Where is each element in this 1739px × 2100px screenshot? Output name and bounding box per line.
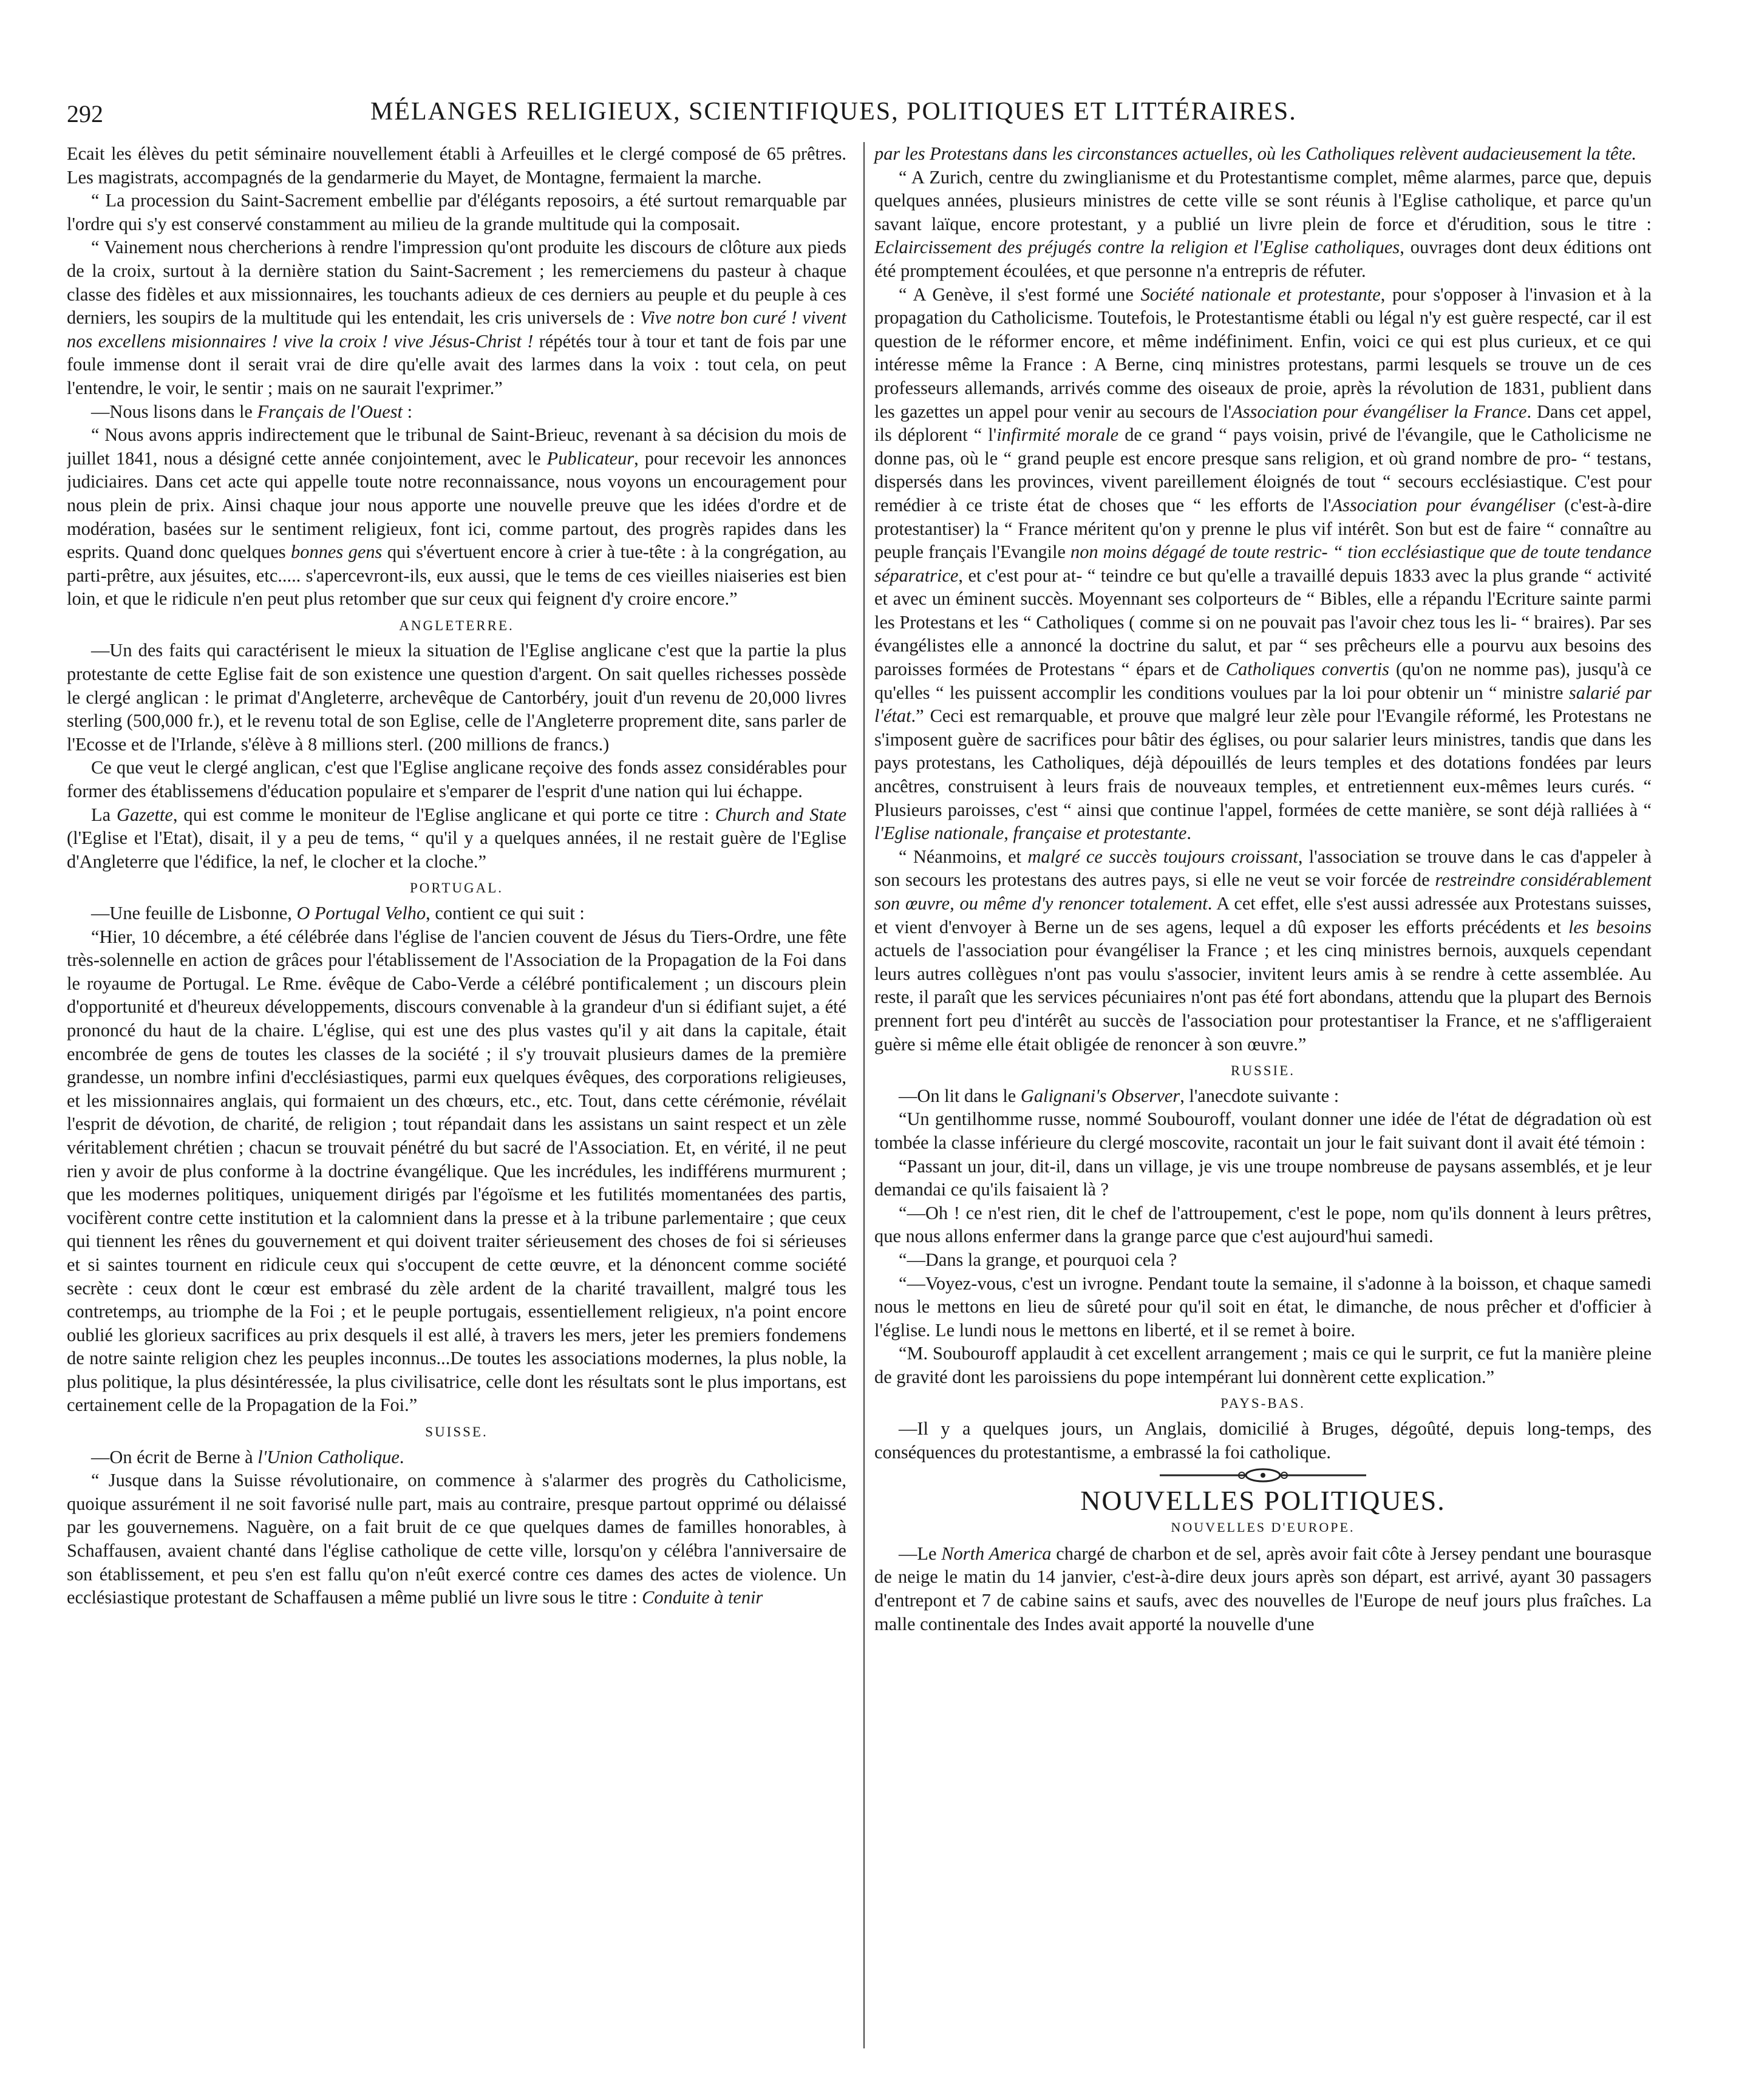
text: “ A Genève, il s'est formé une <box>899 284 1141 305</box>
text: . <box>1186 823 1191 844</box>
italic-text: restreindre considérablement son œuvre, ou même d'y renoncer totalement <box>874 869 1652 914</box>
text: : <box>403 401 413 422</box>
paragraph: “Passant un jour, dit-il, dans un village, je vis une troupe nombreuse de paysans assemblés, et je leur demandai ce qu'ils faisaient là ? <box>874 1155 1652 1200</box>
italic-text: Catholiques convertis <box>1225 659 1390 680</box>
text: . A cet effet, elle s'est aussi adressée aux Protestans suisses, et vient d'envoyer à Berne un de ses agens, lequel a dû exposer les efforts précédents et <box>874 893 1652 937</box>
italic-text: l'Eglise nationale, française et protestante <box>874 823 1187 844</box>
paragraph <box>67 423 846 611</box>
paragraph: “Hier, 10 décembre, a été célébrée dans l'église de l'ancien couvent de Jésus du Tiers-Ordre, une fête très-solennelle en action de grâces pour l'établissement de l'Association de la Propagation de la Foi dans le royaume de Portugal. Le Rme. évêque de Cabo-Verde a célébré pontificalement ; un discours plein d'opportunité et d'heureux développements, discours convenable à la grandeur d'un si édifiant sujet, a été prononcé du haut de la chaire. L'église, qui est une des plus vastes qu'il y ait dans la capitale, était encombrée de gens de toutes les classes de la société ; il s'y trouvait plusieurs dames de la première grandesse, un nombre infini d'ecclésiastiques, parmi eux quelques évêques, des corporations religieuses, et les missionnaires anglais, qui formaient un des chœurs, etc., etc. Tout, dans cette cérémonie, révélait l'esprit de dévotion, de charité, de religion ; tout répandait dans les assistans un saint respect et un zèle véritablement chrétien ; chacun se trouvait pénétré du but sacré de l'Association. Et, en vérité, il ne peut rien y avoir de plus conforme à la doctrine évangélique. Que les incrédules, les indifférens murmurent ; que les modernes politiques, uniquement dirigés par l'égoïsme et les futilités momentanées des partis, vocifèrent contre cette institution et la calomnient dans la presse et à la tribune parlementaire ; que ceux qui tiennent les rênes du gouvernement et qui doivent traiter sérieusement des choses de foi si sérieuses et si saintes tournent en ridicule ceux qui s'occupent de cette œuvre, et la dénoncent comme société secrète : ceux dont le cœur est embrasé du zèle ardent de la charité travaillent, malgré tous les contretemps, au triomphe de la Foi ; et le peuple portugais, essentiellement religieux, n'a point encore oublié les glorieux sacrifices au prix desquels il est allé, à travers les mers, jeter les premiers fondemens de notre sainte religion chez les peuples inconnus...De toutes les associations modernes, la plus noble, la plus politique, la plus désintéressée, la plus civilisatrice, celle dont les résultats sont le plus importans, est certainement celle de la Propagation de la Foi.” <box>67 926 846 1416</box>
italic-text: Association pour évangéliser la France <box>1231 401 1527 422</box>
text: (c'est-à-dire protestantiser) la “ France méritent qu'on y prenne le plus vif intérêt. Son but est de faire “ connaître au peuple français l'Evangile <box>874 494 1652 563</box>
paragraph: Ecait les élèves du petit séminaire nouvellement établi à Arfeuilles et le clergé composé de 65 prêtres. Les magistrats, accompagnés de la gendarmerie du Mayet, de Montagne, fermaient la marche. <box>67 143 846 188</box>
text: .” Ceci est remarquable, et prouve que malgré leur zèle pour l'Evangile réformé, les Protestans ne s'imposent guère de sacrifices pour bâtir des églises, ou pour salarier leurs ministres, tandis que dans les pays protestans, les Catholiques, déjà dépouillés de leurs temples et des dotations fondées par leurs ancêtres, construisent à leurs frais de nouveaux temples, et entretiennent eux-mêmes leurs curés. “ Plusieurs paroisses, c'est “ ainsi que continue l'appel, formées de cette manière, se sont déjà ralliées à “ <box>874 705 1652 820</box>
italic-text: infirmité morale <box>996 424 1119 446</box>
text: , pour recevoir les annonces judiciaires. Dans cet acte qui appelle toute notre reconnaissance, nous voyons un encouragement pour nous plein de prix. Ainsi chaque jour nous apporte une nouvelle preuve que les idées d'ordre et de modération, basées sur le sentiment religieux, font ici, comme partout, des progrès rapides dans les esprits. Quand donc quelques <box>67 447 846 563</box>
page-number: 292 <box>67 100 103 127</box>
paragraph <box>874 1542 1652 1636</box>
paragraph <box>874 845 1652 1056</box>
text: , l'anecdote suivante : <box>1180 1085 1339 1106</box>
paragraph: “ La procession du Saint-Sacrement embellie par d'élégants reposoirs, a été surtout remarquable par l'ordre qui s'y est conservé constamment au milieu de la grande multitude qui la composait. <box>67 190 846 234</box>
newspaper-page <box>67 97 1652 2064</box>
text: —Une feuille de Lisbonne, <box>91 903 297 923</box>
text: . <box>399 1446 404 1467</box>
text: . Dans cet appel, ils déplorent “ l' <box>874 401 1652 446</box>
paragraph <box>874 142 1652 166</box>
text: , l'association se trouve dans le cas d'appeler à son secours les protestans des autres pays, si elle ne veut se voir forcée de <box>874 846 1652 891</box>
paragraph: —Un des faits qui caractérisent le mieux la situation de l'Eglise anglicane c'est que la partie la plus protestante de cette Eglise fait de son existence une question d'argent. On sait quelles richesses possède le clergé anglican : le primat d'Angleterre, archevêque de Cantorbéry, jouit d'un revenu de 20,000 livres sterling (500,000 fr.), et le revenu total de son Eglise, celle de l'Angleterre proprement dite, sans parler de l'Ecosse et de l'Irlande, s'élève à 8 millions sterl. (200 millions de francs.) <box>67 640 846 755</box>
paragraph <box>874 1084 1652 1108</box>
paragraph <box>67 236 846 399</box>
section-heading-pays-bas: PAYS-BAS. <box>1220 1396 1305 1412</box>
italic-text: les besoins <box>1568 916 1652 937</box>
text: , ouvrages dont deux éditions ont été promptement écoulées, et que personne n'a entrepris de réfuter. <box>874 237 1652 281</box>
paragraph: “—Oh ! ce n'est rien, dit le chef de l'attroupement, c'est le pope, nom qu'ils donnent à leurs prêtres, que nous allons enfermer dans la grange parce que c'est aujourd'hui samedi. <box>874 1202 1652 1247</box>
paragraph: “M. Soubouroff applaudit à cet excellent arrangement ; mais ce qui le surprit, ce fut la manière pleine de gravité dont les paroissiens du pope intempérant lui donnèrent cette explication.” <box>874 1343 1652 1387</box>
italic-text: malgré ce succès toujours croissant <box>1027 846 1298 867</box>
section-heading-portugal: PORTUGAL. <box>409 880 504 896</box>
italic-text: Conduite à tenir <box>642 1587 763 1608</box>
left-column <box>67 142 855 2048</box>
text: “ Nous avons appris indirectement que le tribunal de Saint-Brieuc, revenant à sa décision du mois de juillet 1841, nous a désigné cette année conjointement, avec le <box>67 424 846 469</box>
paragraph: Ce que veut le clergé anglican, c'est que l'Eglise anglicane reçoive des fonds assez considérables pour former des établissemens d'éducation populaire et s'emparer de l'esprit d'une nation qui lui échappe. <box>67 757 846 802</box>
italic-text: Church and State <box>715 804 847 825</box>
text: —On écrit de Berne à <box>91 1446 258 1467</box>
paragraph: “Un gentilhomme russe, nommé Soubouroff, voulant donner une idée de l'état de dégradation où est tombée la classe inférieure du clergé moscovite, racontait un jour le fait suivant dont il avait été témoin : <box>874 1109 1652 1153</box>
italic-text: Eclaircissement des préjugés contre la religion et l'Eglise catholiques <box>874 237 1400 258</box>
text: chargé de charbon et de sel, après avoir fait côte à Jersey pendant une bourasque de neige le matin du 14 janvier, c'est-à-dire deux jours après son départ, est arrivé, ayant 30 passagers d'entrepont et 7 de cabine sains et saufs, avec des nouvelles de l'Europe de neuf jours plus fraîches. La malle continentale des Indes avait apporté la nouvelle d'une <box>874 1543 1652 1634</box>
italic-text: non moins dégagé de toute restric- “ tion ecclésiastique que de toute tendance séparatrice <box>874 542 1652 586</box>
running-title: MÉLANGES RELIGIEUX, SCIENTIFIQUES, POLITIQUES ET LITTÉRAIRES. <box>370 98 1297 126</box>
paragraph <box>874 166 1652 283</box>
text: —On lit dans le <box>899 1085 1021 1106</box>
paragraph: “—Voyez-vous, c'est un ivrogne. Pendant toute la semaine, il s'adonne à la boisson, et chaque samedi nous le mettons en lieu de sûreté pour qu'il soit en état, le dimanche, de nous prêcher et d'officier à l'église. Le lundi nous le mettons en liberté, et il se remet à boire. <box>874 1273 1652 1341</box>
italic-text: l'Union Catholique <box>257 1446 400 1467</box>
text: La <box>91 804 117 825</box>
text: “ A Zurich, centre du zwinglianisme et du Protestantisme complet, même alarmes, parce que, depuis quelques années, plusieurs ministres de cette ville se sont réunis à l'Eglise catholique, et parce qu'un savant laïque, encore protestant, y a publié un livre plein de force et d'érudition, sous le titre : <box>874 166 1652 234</box>
page-header <box>67 97 1633 146</box>
text: “ Jusque dans la Suisse révolutionaire, on commence à s'alarmer des progrès du Catholicisme, quoique assurément il ne soit favorisé nulle part, mais au contraire, presque partout opprimé ou délaissé par les gouvernemens. Naguère, on a fait bruit de ce que quelques dames de familles honorables, à Schaffausen, avaient chanté dans l'église catholique de cette ville, lorsqu'on y célébra l'anniversaire de son établissement, et peu s'en est fallu qu'on n'eût exercé contre ces dames des actes de violence. Un ecclésiastique protestant de Schaffausen a même publié un livre sous le titre : <box>67 1470 846 1608</box>
ornament-divider-icon <box>1154 1467 1372 1483</box>
text: actuels de l'association pour évangéliser la France ; et les cinq ministres bernois, auxquels cependant leurs autres collègues n'ont pas voulu s'associer, invitent leurs amis à se rendre à cette assemblée. Au reste, il paraît que les services pécuniaires n'ont pas été fort abondans, attendu que la plupart des Bernois prennent fort peu d'intérêt au succès de l'association pour protestantiser la France, et ne s'affligeraient guère si même elle était obligée de renoncer à son œuvre.” <box>874 940 1652 1055</box>
italic-text: Publicateur <box>546 447 635 469</box>
text: de ce grand “ pays voisin, privé de l'évangile, que le Catholicisme ne donne pas, où le “ grand peuple est encore presque sans religion, et où grand nombre de pro- “ testans, dispersés dans les provinces, vivent pareillement éloignés de tout “ secours ecclésiastique. C'est pour remédier à ce triste état de choses que “ les efforts de l' <box>874 424 1652 515</box>
paragraph <box>67 1469 846 1609</box>
text: “ Néanmoins, et <box>899 846 1028 867</box>
text: (l'Eglise et l'Etat), disait, il y a peu de tems, “ qu'il y a quelques années, il ne restait guère de l'Eglise d'Angleterre que l'édifice, la nef, le clocher et la cloche.” <box>67 827 846 872</box>
paragraph <box>67 803 846 874</box>
paragraph <box>874 283 1652 845</box>
text: —Nous lisons dans le <box>91 401 257 422</box>
paragraph: “—Dans la grange, et pourquoi cela ? <box>899 1249 1177 1270</box>
italic-text: bonnes gens <box>291 542 383 563</box>
section-title-nouvelles-politiques: NOUVELLES POLITIQUES. <box>1080 1485 1446 1517</box>
text: —Le <box>899 1543 942 1564</box>
text: qui s'évertuent encore à crier à tue-tête : à la congrégation, au parti-prêtre, aux jésuites, etc..... s'apercevront-ils, eux aussi, que le tems de ces vieilles niaiseries est bien loin, et que le ridicule n'en peut plus retomber que sur ceux qui feignent d'y croire encore.” <box>67 542 847 610</box>
paragraph <box>67 400 846 424</box>
right-column <box>863 142 1652 2048</box>
text: , pour s'opposer à l'invasion et à la propagation du Catholicisme. Toutefois, le Protestantisme établi ou légal n'y est guère respecté, car il est question de le réformer encore, et même indéfiniment. Enfin, voici ce qui est plus curieux, et ce qui intéresse même la France : A Berne, cinq ministres protestans, parmi lesquels se trouve un de ces professeurs allemands, arrivés comme des oiseaux de proie, après la révolution de 1831, publient dans les gazettes un appel pour venir au secours de l' <box>874 284 1652 422</box>
italic-text: Vive notre bon curé ! vivent nos excellens misionnaires ! vive la croix ! vive Jésus-Christ ! <box>67 307 847 352</box>
italic-text: Galignani's Observer <box>1020 1085 1180 1106</box>
italic-text: O Portugal Velho <box>296 903 426 923</box>
italic-text: Société nationale et protestante <box>1140 284 1381 305</box>
italic-text: salarié par l'état <box>874 682 1652 727</box>
text: , qui est comme le moniteur de l'Eglise anglicane et qui porte ce titre : <box>172 804 715 825</box>
paragraph: —Il y a quelques jours, un Anglais, domicilié à Bruges, dégoûté, depuis long-temps, des conséquences du protestantisme, a embrassé la foi catholique. <box>874 1418 1652 1463</box>
section-heading-suisse: SUISSE. <box>425 1424 488 1440</box>
text: (qu'on ne nomme pas), jusqu'à ce qu'elles “ les puissent accomplir les conditions voulues par la loi pour obtenir un “ ministre <box>874 659 1652 703</box>
section-heading-angleterre: ANGLETERRE. <box>399 617 514 633</box>
italic-text: Gazette <box>117 804 173 825</box>
italic-text: Français de l'Ouest <box>257 401 403 422</box>
text: , et c'est pour at- “ teindre ce but qu'elle a travaillé depuis 1833 avec la plus grande “ activité et avec un éminent succès. Moyennant ses colporteurs de “ Bibles, elle a répandu l'Ecriture sainte parmi les Protestans et les “ Catholiques ( comme si on ne pouvait pas l'avoir chez tous les li- “ braires). Par ses évangélistes elle a annoncé la doctrine du salut, et par “ ses prêcheurs elle a pourvu aux besoins des paroisses formées de Protestans “ épars et de <box>874 565 1652 680</box>
italic-text: par les Protestans dans les circonstances actuelles, où les Catholiques relèvent audacieusement la tête. <box>874 143 1637 164</box>
text: “ Vainement nous chercherions à rendre l'impression qu'ont produite les discours de clôture aux pieds de la croix, surtout à la dernière station du Saint-Sacrement ; les remerciemens du pasteur à chaque classe des fidèles et aux missionnaires, les touchants adieux de ces derniers au peuple et du peuple à ces derniers, les soupirs de la multitude qui les entendait, les cris universels de : <box>67 237 846 328</box>
paragraph <box>67 1446 846 1469</box>
italic-text: Association pour évangéliser <box>1331 494 1556 515</box>
text: , contient ce qui suit : <box>426 903 585 923</box>
paragraph <box>67 902 846 925</box>
italic-text: North America <box>941 1543 1052 1564</box>
subheading-nouvelles-europe: NOUVELLES D'EUROPE. <box>1171 1520 1355 1535</box>
columns <box>67 142 1652 2048</box>
section-heading-russie: RUSSIE. <box>1231 1063 1295 1079</box>
text: répétés tour à tour et tant de fois par une foule immense dont il serait vrai de dire qu'elle avait des larmes dans la voix : tout cela, on peut l'entendre, le voir, le sentir ; mais on ne saurait l'exprimer.” <box>67 330 846 398</box>
